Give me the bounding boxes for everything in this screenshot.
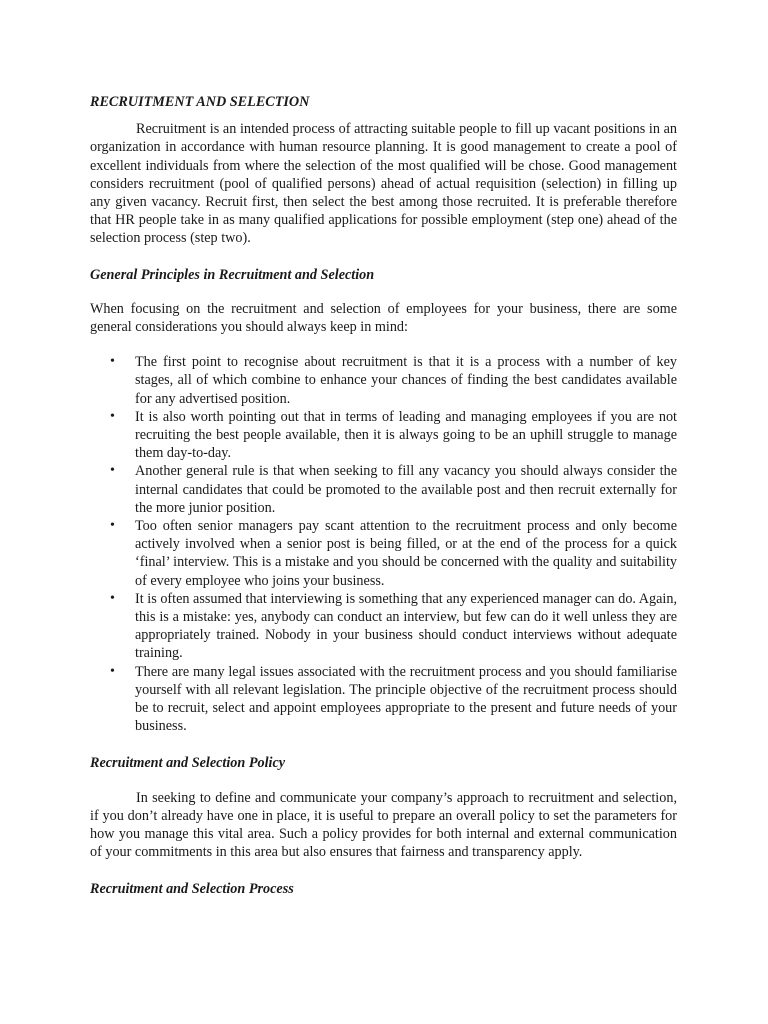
policy-paragraph: In seeking to define and communicate your company’s approach to recruitment and selection, if you don’t already have one in place, it is useful to prepare an overall policy to set the parameters for how you manage this vital area. Such a policy provides for both internal and external communication of your commitments in this area but also ensures that fairness and transparency apply. xyxy=(90,789,677,861)
bullet-icon: • xyxy=(110,590,115,606)
bullet-icon: • xyxy=(110,518,115,534)
bullet-icon: • xyxy=(110,354,115,370)
list-item-text: The first point to recognise about recruitment is that it is a process with a number of key stages, all of which combine to enhance your chances of finding the best candidates available for any advertised position. xyxy=(135,354,677,407)
list-item-text: Too often senior managers pay scant attention to the recruitment process and only become actively involved when a senior post is being filled, or at the end of the process for a quick ‘final’ interview. This is a mistake and you should be concerned with the quality and suitability of every employee who joins your business. xyxy=(135,518,677,589)
general-principles-heading: General Principles in Recruitment and Selection xyxy=(90,266,375,283)
list-item-text: It is also worth pointing out that in terms of leading and managing employees if you are not recruiting the best people available, then it is always going to be an uphill struggle to manage them day-to-day. xyxy=(135,408,677,462)
document-title: RECRUITMENT AND SELECTION xyxy=(90,94,310,110)
list-item-text: Another general rule is that when seeking to fill any vacancy you should always consider the internal candidates that could be promoted to the available post and then recruit externally for the more junior position. xyxy=(135,463,677,516)
general-intro-paragraph: When focusing on the recruitment and selection of employees for your business, there are some general considerations you should always keep in mind: xyxy=(90,300,677,336)
intro-paragraph: Recruitment is an intended process of attracting suitable people to fill up vacant positions in an organization in accordance with human resource planning. It is good management to create a pool of excellent individuals from where the selection of the most qualified will be chose. Good management considers recruitment (pool of qualified persons) ahead of actual requisition (selection) in filling up any given vacancy. Recruit first, then select the best among those recruited. It is preferable therefore that HR people take in as many qualified applications for possible employment (step one) ahead of the selection process (step two). xyxy=(90,121,677,247)
list-item xyxy=(90,590,677,663)
document-page xyxy=(90,93,677,898)
list-item-text: It is often assumed that interviewing is something that any experienced manager can do. Again, this is a mistake: yes, anybody can conduct an interview, but few can do it well unless they are appropriately trained. Nobody in your business should conduct interviews without adequate training. xyxy=(135,590,677,662)
bullet-icon: • xyxy=(110,463,115,479)
list-item-text: There are many legal issues associated with the recruitment process and you should familiarise yourself with all relevant legislation. The principle objective of the recruitment process should be to recruit, select and appoint employees appropriate to the present and future needs of your business. xyxy=(135,663,677,735)
bullet-icon: • xyxy=(110,408,115,424)
principles-list xyxy=(90,353,677,735)
policy-heading: Recruitment and Selection Policy xyxy=(90,754,286,771)
list-item xyxy=(90,462,677,517)
list-item xyxy=(90,353,677,408)
bullet-icon: • xyxy=(110,663,115,679)
process-heading: Recruitment and Selection Process xyxy=(90,880,294,897)
list-item xyxy=(90,663,677,736)
list-item xyxy=(90,517,677,590)
list-item xyxy=(90,408,677,463)
